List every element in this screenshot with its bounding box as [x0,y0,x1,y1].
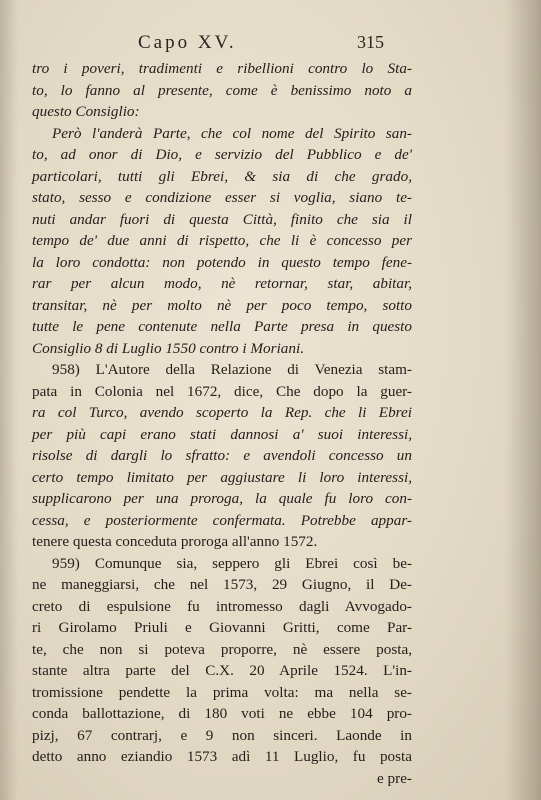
text-line: cessa, e posteriormente confermata. Potrebbe appar- [32,511,412,529]
text-line: rar per alcun modo, nè retornar, star, abitar, [32,275,412,292]
text-line: transitar, nè per molto nè per poco tempo, sotto [32,296,412,314]
text-line: tro i poveri, tradimenti e ribellioni contro lo Sta- [32,60,412,77]
text-line: pizj, 67 contrarj, e 9 non sinceri. Laonde in [32,726,412,744]
text-line: tenere questa conceduta proroga all'anno 1572. [32,533,318,550]
page-gutter-shadow [0,0,18,800]
running-header [0,32,541,56]
text-line: pata in Colonia nel 1672, dice, Che dopo la guer- [32,382,412,400]
text-line: 958) L'Autore della Relazione di Venezia stam- [52,361,412,378]
text-line: Consiglio 8 di Luglio 1550 contro i Moriani. [32,339,304,357]
text-line: detto anno eziandio 1573 adì 11 Luglio, fu posta [32,748,412,765]
text-line: to, ad onor di Dio, e servizio del Pubblico e de' [32,146,412,163]
text-line: tempo de' due anni di rispetto, che li è concesso per [32,232,412,249]
text-line: Però l'anderà Parte, che col nome del Spirito san- [52,124,412,142]
catchword: e pre- [377,769,412,787]
text-line: conda ballottazione, di 180 voti ne ebbe 104 pro- [32,705,412,722]
text-line: creto di espulsione fu intromesso dagli Avvogado- [32,597,412,615]
text-line: nuti andar fuori di questa Città, finito che sia il [32,210,412,228]
text-line: 959) Comunque sia, seppero gli Ebrei così be- [52,554,412,572]
text-line: tutte le pene contenute nella Parte presa in questo [32,318,412,335]
text-line: stante altra parte del C.X. 20 Aprile 1524. L'in- [32,662,412,679]
text-line: tromissione pendette la prima volta: ma nella se- [32,683,412,701]
text-line: stato, sesso e condizione esser si voglia, siano te- [32,189,412,206]
text-line: supplicarono per una proroga, la quale fu loro con- [32,490,412,507]
body-text [32,58,412,789]
text-line: risolse di dargli lo sfratto: e avendoli concesso un [32,447,412,464]
page-edge-shadow [505,0,541,800]
text-line: per più capi erano stati dannosi a' suoi interessi, [32,425,412,443]
text-line: questo Consiglio: [32,103,140,120]
text-line: certo tempo limitato per aggiustare li loro interessi, [32,468,412,486]
text-line: te, che non si poteva proporre, nè essere posta, [32,640,412,658]
text-line: particolari, tutti gli Ebrei, & sia di che grado, [32,167,412,185]
chapter-title: Capo XV. [138,32,237,53]
text-line: ra col Turco, avendo scoperto la Rep. che li Ebrei [32,404,412,421]
text-line: la loro condotta: non potendo in questo tempo fene- [32,253,412,271]
text-line: to, lo fanno al presente, come è benissimo noto a [32,81,412,99]
page-number: 315 [357,32,384,52]
text-line: ne maneggiarsi, che nel 1573, 29 Giugno, il De- [32,576,412,593]
text-line: ri Girolamo Priuli e Giovanni Gritti, come Par- [32,619,412,636]
